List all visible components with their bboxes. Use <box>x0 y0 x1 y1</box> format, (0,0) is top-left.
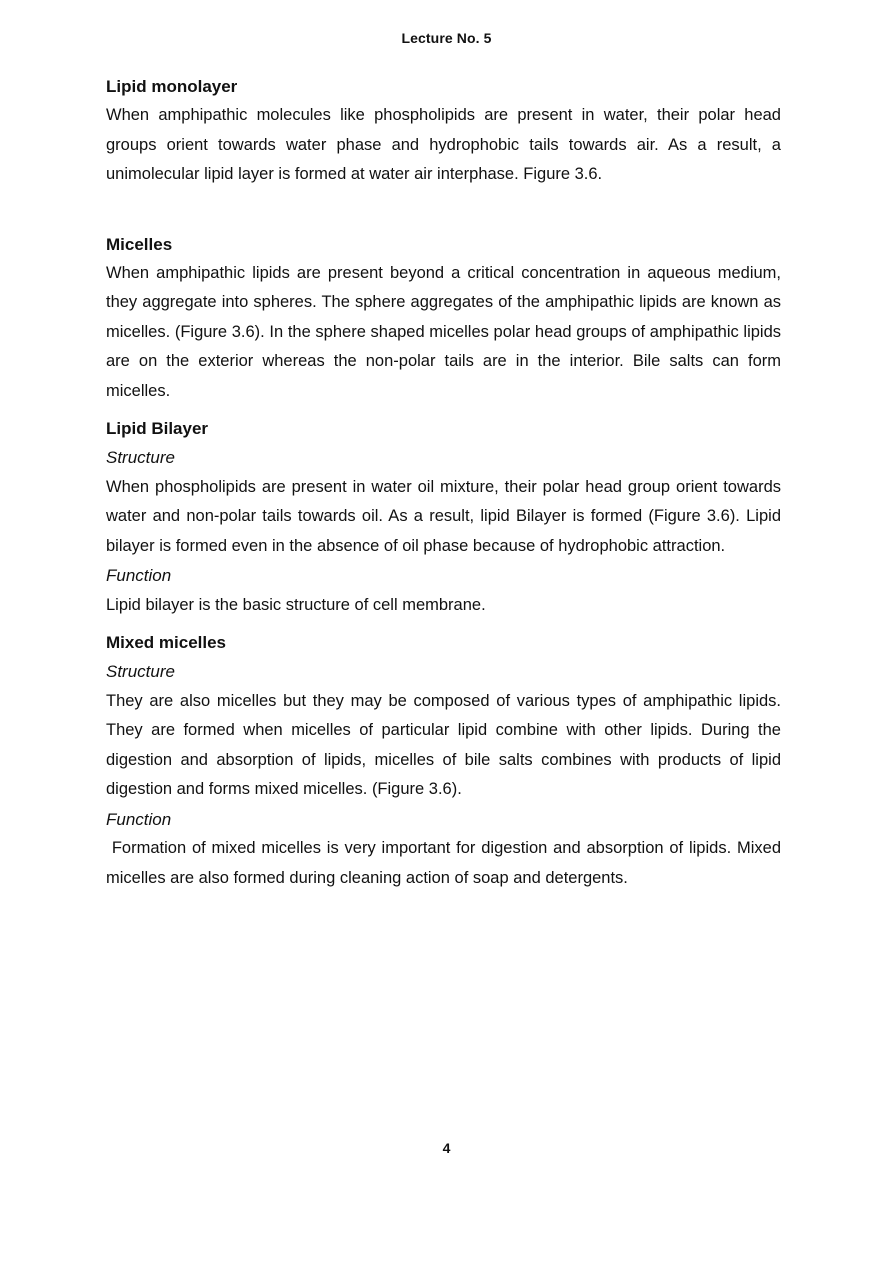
page-number: 4 <box>442 1140 451 1156</box>
function-paragraph: Formation of mixed micelles is very important for digestion and absorption of lipids. Mixed micelles are also formed during cleaning action of soap and detergents. <box>106 839 786 887</box>
structure-label: Structure <box>106 448 175 467</box>
document-body <box>106 72 786 893</box>
structure-paragraph: When phospholipids are present in water oil mixture, their polar head group orient towards water and non-polar tails towards oil. As a result, lipid Bilayer is formed (Figure 3.6). Lipid bilayer is formed even in the absence of oil phase because of hydrophobic attraction. <box>106 477 781 555</box>
section-lipid-bilayer <box>106 414 781 620</box>
section-paragraph: When amphipathic molecules like phospholipids are present in water, their polar head groups orient towards water phase and hydrophobic tails towards air. As a result, a unimolecular lipid layer is formed at water air interphase. Figure 3.6. <box>106 106 781 183</box>
structure-label: Structure <box>106 662 175 681</box>
function-paragraph: Lipid bilayer is the basic structure of cell membrane. <box>106 595 486 614</box>
section-heading: Micelles <box>106 234 173 254</box>
page-header: Lecture No. 5 <box>401 30 492 46</box>
section-heading: Mixed micelles <box>106 633 227 652</box>
section-paragraph: When amphipathic lipids are present beyond a critical concentration in aqueous medium, they aggregate into spheres. The sphere aggregates of the amphipathic lipids are known as micelles. (Figure 3.6). In the sphere shaped micelles polar head groups of amphipathic lipids are on the exterior whereas the non-polar tails are in the interior. Bile salts can form micelles. <box>106 263 781 400</box>
section-heading: Lipid monolayer <box>106 77 238 96</box>
function-label: Function <box>106 566 172 585</box>
section-micelles <box>106 230 781 407</box>
section-lipid-monolayer <box>106 72 781 190</box>
section-heading: Lipid Bilayer <box>106 419 209 438</box>
function-label: Function <box>106 809 172 829</box>
section-mixed-micelles <box>106 628 786 893</box>
structure-paragraph: They are also micelles but they may be composed of various types of amphipathic lipids. They are formed when micelles of particular lipid combine with other lipids. During the digestion and absorption of lipids, micelles of bile salts combines with products of lipid digestion and forms mixed micelles. (Figure 3.6). <box>106 691 781 798</box>
